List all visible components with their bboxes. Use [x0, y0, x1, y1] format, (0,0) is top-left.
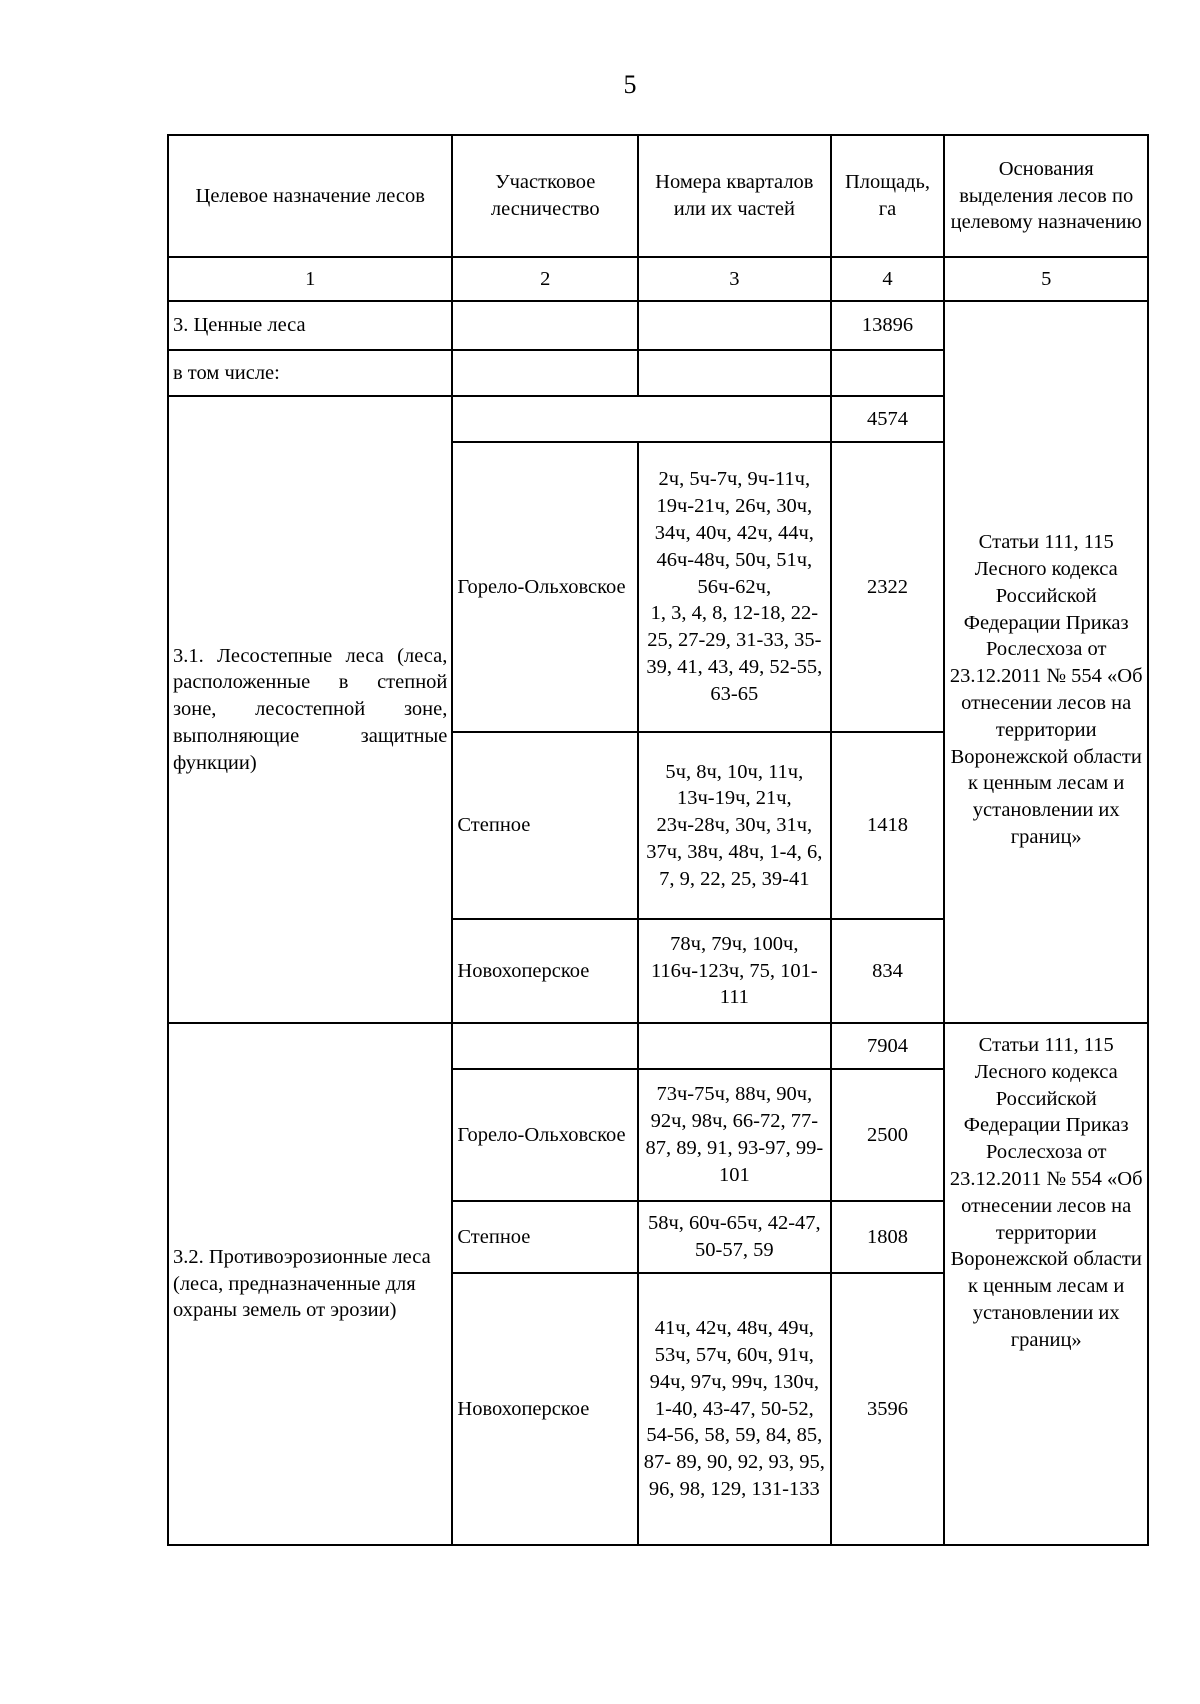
quarter-numbers: 41ч, 42ч, 48ч, 49ч, 53ч, 57ч, 60ч, 91ч, 94ч, 97ч, 99ч, 130ч, 1-40, 43-47, 50-52, 54-56, 58, 59, 84, 85, 87- 89, 90, 92, 93, 95, 96, 98, 129, 131-133	[638, 1273, 830, 1545]
forest-purpose-table	[167, 134, 1149, 1546]
quarter-numbers	[638, 442, 830, 732]
anti-erosion-area: 7904	[831, 1023, 945, 1069]
empty-cell	[638, 301, 830, 350]
anti-erosion-basis: Статьи 111, 115 Лесного кодекса Российской Федерации Приказ Рослесхоза от 23.12.2011 № 554 «Об отнесении лесов на территории Воронежской области к ценным лесам и установлении их границ»	[944, 1023, 1148, 1545]
forestry-name: Горело-Ольховское	[452, 1069, 638, 1201]
page-number: 5	[623, 70, 637, 99]
forest-steppe-basis	[944, 301, 1148, 1023]
forest-steppe-basis-text: Статьи 111, 115 Лесного кодекса Российской Федерации Приказ Рослесхоза от 23.12.2011 № 554 «Об отнесении лесов на территории Воронежской области к ценным лесам и установлении их границ»	[949, 531, 1143, 848]
forestry-name: Степное	[452, 732, 638, 919]
header-area: Площадь, га	[831, 135, 945, 257]
area-value: 1808	[831, 1201, 945, 1273]
quarter-numbers: 5ч, 8ч, 10ч, 11ч, 13ч-19ч, 21ч, 23ч-28ч, 30ч, 31ч, 37ч, 38ч, 48ч, 1-4, 6, 7, 9, 22, 25, 39-41	[638, 732, 830, 919]
empty-cell	[452, 301, 638, 350]
forestry-name: Степное	[452, 1201, 638, 1273]
area-value: 834	[831, 919, 945, 1023]
column-number: 2	[452, 257, 638, 301]
header-basis: Основания выделения лесов по целевому назначению	[944, 135, 1148, 257]
area-value: 2500	[831, 1069, 945, 1201]
area-value: 1418	[831, 732, 945, 919]
forestry-name: Горело-Ольховское	[452, 442, 638, 732]
valuable-forests-label: 3. Ценные леса	[168, 301, 452, 350]
empty-cell	[452, 396, 830, 442]
column-number: 4	[831, 257, 945, 301]
empty-cell	[452, 1023, 638, 1069]
quarter-numbers: 78ч, 79ч, 100ч, 116ч-123ч, 75, 101-111	[638, 919, 830, 1023]
column-number: 5	[944, 257, 1148, 301]
header-forestry: Участковое лесничество	[452, 135, 638, 257]
table-header-row	[168, 135, 1148, 257]
table-row	[168, 301, 1148, 350]
area-value: 2322	[831, 442, 945, 732]
area-value: 3596	[831, 1273, 945, 1545]
quarter-numbers: 73ч-75ч, 88ч, 90ч, 92ч, 98ч, 66-72, 77-87, 89, 91, 93-97, 99-101	[638, 1069, 830, 1201]
header-quarters: Номера кварталов или их частей	[638, 135, 830, 257]
valuable-forests-area: 13896	[831, 301, 945, 350]
header-purpose: Целевое назначение лесов	[168, 135, 452, 257]
forestry-name: Новохоперское	[452, 919, 638, 1023]
column-number-row	[168, 257, 1148, 301]
quarter-numbers-text: 2ч, 5ч-7ч, 9ч-11ч, 19ч-21ч, 26ч, 30ч, 34ч, 40ч, 42ч, 44ч, 46ч-48ч, 50ч, 51ч, 56ч-62ч, 1, 3, 4, 8, 12-18, 22-25, 27-29, 31-33, 35-39, 41, 43, 49, 52-55, 63-65	[646, 468, 823, 705]
forest-steppe-area: 4574	[831, 396, 945, 442]
quarter-numbers: 58ч, 60ч-65ч, 42-47, 50-57, 59	[638, 1201, 830, 1273]
empty-cell	[638, 1023, 830, 1069]
column-number: 3	[638, 257, 830, 301]
including-label: в том числе:	[168, 350, 452, 396]
forestry-name: Новохоперское	[452, 1273, 638, 1545]
anti-erosion-label: 3.2. Противоэрозионные леса (леса, предназначенные для охраны земель от эрозии)	[168, 1023, 452, 1545]
forest-steppe-label: 3.1. Лесостепные леса (леса, расположенные в степной зоне, лесостепной зоне, выполняющие защитные функции)	[168, 396, 452, 1023]
empty-cell	[452, 350, 638, 396]
table-row	[168, 1023, 1148, 1069]
empty-cell	[831, 350, 945, 396]
column-number: 1	[168, 257, 452, 301]
empty-cell	[638, 350, 830, 396]
